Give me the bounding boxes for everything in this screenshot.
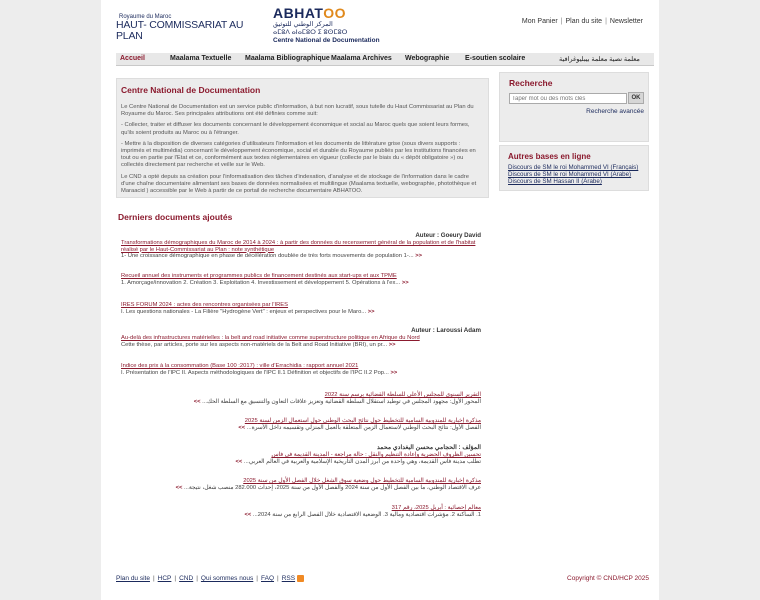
footer-cnd-link[interactable]: CND	[179, 575, 194, 583]
doc-desc-text: I. Les questions nationales - La Filière "Hydrogène Vert" : enjeux et perspectives pour le Maro...	[121, 308, 367, 315]
doc-author: Auteur : Laroussi Adam	[411, 327, 481, 334]
footer-rss-link[interactable]: RSS	[281, 575, 296, 583]
abhatoo-brand	[273, 5, 393, 21]
separator: |	[196, 575, 198, 583]
sitemap-link[interactable]: Plan du site	[565, 18, 603, 25]
base-link-mohammed-vi-fr[interactable]: Discours de SM le roi Mohammed VI (Français)	[508, 164, 639, 171]
doc-desc-text: عرف الاقتصاد الوطني، ما بين الفصل الأول من سنة 2024 والفصل الأول من سنة 2025، إحداث 282.000 منصب شغل، نتيجة...	[183, 484, 481, 491]
separator: |	[256, 575, 258, 583]
doc-item	[121, 363, 481, 376]
more-link[interactable]: >>	[367, 308, 375, 315]
doc-desc-text: I. Présentation de l'IPC II. Aspects méthodologiques de l'IPC II.1 Définition et objectifs de l'IPC II.2 Pop...	[121, 369, 389, 376]
search-box	[499, 72, 649, 142]
abhatoo-brand-text: ABHAT	[273, 5, 324, 21]
page	[101, 0, 659, 600]
cnd-paragraph: - Mettre à la disposition de diverses catégories d'utilisateurs l'information et les documents de littérature grise (sous divers supports : imprimés et multimédia) concernant le développement économique, social et durable du Royaume publiés par les institutions financées en tout ou en partie par l'Etat et ce, conformément aux textes réglementaires en vigueur (collecte par le biais du « dépôt obligatoire ») ou collectés directement par recherche et veille sur le Web.	[121, 140, 476, 169]
other-bases-title: Autres bases en ligne	[508, 152, 591, 161]
abhatoo-tifinagh: ⴰⵎⵓⴷ ⴰⵏⴰⵎⵓⵔ ⵉ ⵓⵙⵎⵓⵔ	[273, 29, 348, 36]
doc-desc	[121, 425, 481, 432]
doc-item	[121, 505, 481, 518]
hcp-logo-line2: HAUT- COMMISSARIAT AU PLAN	[116, 19, 244, 42]
doc-desc	[121, 459, 481, 466]
doc-title-link[interactable]: IRES FORUM 2024 : actes des rencontres organisées par l'IRES	[121, 302, 289, 308]
base-link-hassan-ii-ar[interactable]: Discours de SM Hassan II (Arabe)	[508, 178, 602, 185]
doc-title-link[interactable]: مذكرة إخبارية للمندوبية السامية للتخطيط حول وضعية سوق الشغل خلال الفصل الأول من سنة 2025	[243, 478, 481, 484]
top-links	[522, 18, 643, 25]
cnd-info-box	[116, 78, 489, 198]
more-link[interactable]: >>	[401, 279, 409, 286]
doc-desc	[121, 280, 481, 287]
footer-about-link[interactable]: Qui sommes nous	[200, 575, 254, 583]
footer-hcp-link[interactable]: HCP	[157, 575, 172, 583]
doc-title-link[interactable]: معالم إحصائية : أبريل 2025، رقم 317	[391, 505, 481, 511]
doc-item	[121, 444, 481, 465]
doc-author: Auteur : Goeury David	[415, 232, 481, 239]
cnd-paragraph: Le Centre National de Documentation est un service public d'information, à but non lucratif, sous tutelle du Haut Commissariat au Plan du Royaume du Maroc. Ses principales attributions ont été définies comme suit:	[121, 104, 474, 118]
advanced-search-link[interactable]: Recherche avancée	[586, 108, 644, 115]
nav-maalama-textuelle[interactable]: Maalama Textuelle	[170, 55, 232, 62]
doc-desc	[121, 399, 481, 406]
nav-e-soutien[interactable]: E-soutien scolaire	[465, 55, 526, 62]
newsletter-link[interactable]: Newsletter	[609, 18, 643, 25]
nav-webographie[interactable]: Webographie	[405, 55, 450, 62]
doc-title-link[interactable]: مذكرة إخبارية للمندوبية السامية للتخطيط حول نتائج البحث الوطني حول استعمال الزمن لسنة 2025	[244, 418, 481, 424]
doc-desc-text: 1. Amorçage/innovation 2. Création 3. Exploitation 4. Investissement et développement 5. Opérations à l'ex...	[121, 279, 401, 286]
doc-desc-text: Cette thèse, par articles, porte sur les aspects non-matériels de la Belt and Road Initiative (BRI), un pr...	[121, 341, 388, 348]
more-link[interactable]: >>	[193, 398, 201, 405]
doc-desc-text: المحور الأول: مجهود المجلس في توطيد استقلال السلطة القضائية وتعزيز علاقات التعاون والتنسيق مع السلطة الحك...	[202, 398, 481, 405]
abhatoo-arabic: المركز الوطني للتوثيق	[273, 21, 333, 28]
doc-title-link[interactable]: Transformations démographiques du Maroc de 2014 à 2024 : à partir des données du recensement général de la population et de l'habitat réalisé par le Haut-Commissariat au Plan : note synthétique	[121, 240, 476, 253]
cnd-body	[117, 95, 488, 195]
separator: |	[174, 575, 177, 583]
search-input[interactable]	[509, 93, 627, 104]
search-ok-button[interactable]: OK	[628, 92, 644, 104]
more-link[interactable]: >>	[388, 341, 396, 348]
search-title: Recherche	[509, 78, 553, 88]
doc-desc	[121, 512, 481, 519]
cart-link[interactable]: Mon Panier	[521, 18, 558, 25]
hcp-logo-line1: Royaume du Maroc	[119, 14, 172, 20]
doc-item	[121, 478, 481, 491]
recent-docs-title: Derniers documents ajoutés	[118, 212, 233, 222]
rss-icon[interactable]	[297, 575, 304, 582]
nav-arabic[interactable]: معلمة نصية معلمة بيبليوغرافية	[559, 56, 640, 63]
other-bases-box	[499, 145, 649, 191]
doc-title-link[interactable]: تحسين الظروف الحضرية وإعادة التنظيم والنقل : حالة مراجعة - المدينة القديمة في فاس	[271, 452, 481, 458]
doc-item	[121, 327, 481, 348]
more-link[interactable]: >>	[390, 369, 398, 376]
doc-desc-text: 1. الساكنة 2. مؤشرات اقتصادية ومالية 3. الوضعية الاقتصادية خلال الفصل الرابع من سنة 2024...	[252, 511, 481, 518]
doc-desc-text: الفصل الأول: نتائج البحث الوطني لاستعمال الزمن المتعلقة بالعمل المنزلي وتقسيمه داخل الأسرة...	[246, 424, 481, 431]
cnd-paragraph: - Collecter, traiter et diffuser les documents concernant le développement économique et social au Maroc quels que soient leurs formes, qu'ils soient produits au Maroc ou à l'étranger.	[121, 122, 470, 136]
doc-desc	[121, 485, 481, 492]
more-link[interactable]: >>	[244, 511, 252, 518]
copyright: Copyright © CND/HCP 2025	[567, 575, 649, 582]
separator: |	[605, 18, 607, 25]
abhatoo-logo[interactable]	[273, 5, 393, 45]
cnd-paragraph: Le CND a opté depuis sa création pour l'informatisation des tâches d'indexation, d'analyse et de stockage de l'information dans le cadre d'une chaîne documentaire alimentant ses bases de données normalisées et multilingue (Maalama textuelle, webographie, photothèque et Maraacid ) accessible par le Web à partir de ce portail de recherche documentaire ABHATOO.	[121, 173, 477, 195]
doc-title-link[interactable]: Recueil annuel des instruments et programmes publics de financement destinés aux start-ups et aux TPME	[121, 273, 397, 279]
abhatoo-brand-oo: OO	[323, 5, 346, 21]
doc-desc-text: تطلب مدينة فاس القديمة، وهي واحدة من أبرز المدن التاريخية الإسلامية والعربية في العالم العربي...	[243, 458, 481, 465]
doc-author: المؤلف : الحجامي محسن البغدادي محمد	[377, 444, 481, 451]
doc-desc-text: 1- Une croissance démographique en phase de décélération doublée de très forts mouvements de population 1-...	[121, 253, 414, 260]
base-link-mohammed-vi-ar[interactable]: Discours de SM le roi Mohammed VI (Arabe)	[508, 171, 632, 178]
doc-desc	[121, 253, 481, 260]
separator: |	[152, 575, 155, 583]
more-link[interactable]: >>	[175, 484, 183, 491]
more-link[interactable]: >>	[238, 424, 246, 431]
nav-accueil[interactable]: Accueil	[120, 55, 145, 62]
footer-faq-link[interactable]: FAQ	[261, 575, 275, 583]
doc-title-link[interactable]: Au-delà des infrastructures matérielles : la belt and road initiative comme superstructure politique en Afrique du Nord	[121, 335, 420, 341]
separator: |	[560, 18, 563, 25]
doc-item	[121, 392, 481, 405]
doc-desc	[121, 342, 481, 349]
doc-item	[121, 273, 481, 286]
doc-desc	[121, 309, 481, 316]
doc-item	[121, 302, 481, 315]
more-link[interactable]: >>	[235, 458, 243, 465]
cnd-title: Centre National de Documentation	[121, 85, 261, 95]
footer-links	[116, 575, 304, 582]
abhatoo-french: Centre National de Documentation	[273, 37, 380, 44]
doc-title-link[interactable]: التقرير السنوي للمجلس الأعلى للسلطة القضائية برسم سنة 2022	[324, 392, 481, 398]
more-link[interactable]: >>	[415, 253, 423, 260]
doc-item	[121, 418, 481, 431]
doc-item	[121, 232, 481, 260]
main-nav	[116, 53, 654, 66]
nav-maalama-archives[interactable]: Maalama Archives	[331, 55, 392, 62]
hcp-logo[interactable]	[116, 14, 266, 42]
footer-sitemap-link[interactable]: Plan du site	[116, 575, 150, 583]
nav-maalama-bibliographique[interactable]: Maalama Bibliographique	[245, 55, 330, 62]
doc-title-link[interactable]: Indice des prix à la consommation (Base 100 :2017) : ville d'Errachidia : rapport annuel 2021	[121, 363, 359, 369]
doc-desc	[121, 370, 481, 377]
separator: |	[277, 575, 279, 583]
